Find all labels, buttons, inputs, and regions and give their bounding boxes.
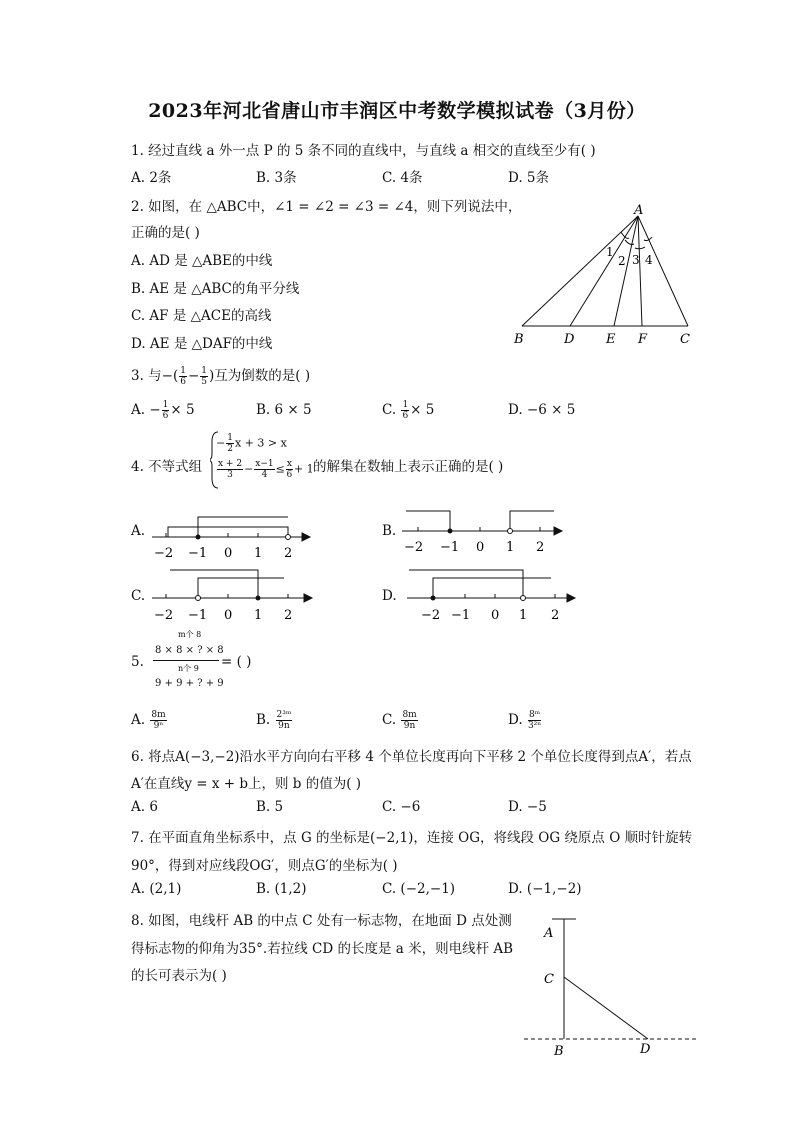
label-b: B [554, 1044, 564, 1059]
q4-inequality-1 [216, 433, 287, 454]
q2-option-c: C. AF 是 △ACE的高线 [131, 308, 272, 324]
q4-number-line-c [150, 565, 320, 630]
q4-i2-n2: x−1 [255, 459, 274, 469]
q4-i2-fraction-3 [286, 459, 293, 480]
tick-neg2: −2 [154, 608, 174, 623]
label-f: F [638, 332, 648, 347]
q3-a-sign: − [149, 402, 161, 418]
tick-1: 1 [506, 540, 515, 555]
q5-d-fraction [528, 710, 541, 731]
tick-neg2: −2 [404, 540, 424, 555]
tick-2: 2 [551, 608, 560, 623]
q3-c-label: C. [382, 402, 397, 418]
tick-0: 0 [476, 540, 485, 555]
q4-option-c-label: C. [131, 588, 146, 604]
tick-1: 1 [254, 546, 263, 561]
q5-b-num: 2³ᵐ [276, 710, 292, 720]
tick-1: 1 [519, 608, 528, 623]
q2-option-a: A. AD 是 △ABE的中线 [131, 253, 273, 269]
q4-i1-fraction [226, 433, 234, 454]
triangle-abc-figure [508, 200, 718, 350]
q5-a-label: A. [131, 712, 146, 728]
tick-0: 0 [491, 608, 500, 623]
tick-neg1: −1 [440, 540, 460, 555]
q4-i2-d2: 4 [261, 470, 268, 480]
tick-neg2: −2 [154, 546, 174, 561]
q4-i1-den: 2 [227, 444, 233, 454]
q2-stem-line1: 2. 如图，在 △ABC中，∠1 = ∠2 = ∠3 = ∠4，则下列说法中， [131, 199, 522, 215]
q4-i2-n3: x [286, 459, 292, 469]
tick-neg1: −1 [188, 608, 208, 623]
q5-c-fraction [401, 710, 417, 731]
q3-a-den: 6 [162, 411, 169, 421]
q3-a-label: A. [131, 402, 146, 418]
q3-a-num: 1 [162, 400, 169, 410]
q4-prefix: 4. 不等式组 [131, 459, 203, 475]
q5-equals: = ( ) [221, 654, 252, 670]
q1-option-b: B. 3条 [256, 170, 297, 186]
q5-d-den: 3²ⁿ [527, 721, 542, 731]
q5-option-a [131, 710, 168, 731]
q5-c-den: 9n [403, 721, 416, 731]
q3-a-fraction [162, 400, 170, 421]
q7-option-b: B. (1,2) [256, 881, 307, 897]
q4-i2-n1: x + 2 [218, 459, 243, 469]
q4-i2-rest: + 1 [293, 462, 314, 476]
q7-stem-line2: 90°，得到对应线段OG′，则点G′的坐标为( ) [131, 858, 398, 874]
q4-i2-fraction-1 [217, 459, 243, 480]
q5-b-den: 9n [278, 721, 290, 731]
q5-d-label: D. [508, 712, 523, 728]
q1-option-d: D. 5条 [508, 170, 550, 186]
q8-stem-line3: 的长可表示为( ) [131, 968, 227, 984]
q4-inequality-2 [216, 459, 314, 480]
tick-neg2: −2 [421, 608, 441, 623]
q4-i2-minus: − [244, 462, 254, 476]
q3-f2-den: 5 [201, 377, 208, 387]
q8-stem-line1: 8. 如图，电线杆 AB 的中点 C 处有一标志物，在地面 D 点处测 [131, 913, 512, 929]
q5-fraction-bar [153, 660, 219, 661]
label-c: C [544, 972, 554, 987]
q2-option-b: B. AE 是 △ABC的角平分线 [131, 281, 300, 297]
q4-number-line-a [150, 505, 320, 565]
q3-fraction-2 [200, 366, 208, 387]
q4-option-b-label: B. [382, 523, 397, 539]
q3-prefix: 3. 与−( [131, 368, 179, 384]
q5-option-c [382, 710, 419, 731]
label-c: C [680, 332, 690, 347]
tick-2: 2 [284, 608, 293, 623]
q1-option-c: C. 4条 [382, 170, 423, 186]
q6-stem-line1: 6. 将点A(−3,−2)沿水平方向向右平移 4 个单位长度再向下平移 2 个单位长度得到点A′，若点 [131, 749, 692, 765]
q2-option-d: D. AE 是 △DAF的中线 [131, 336, 273, 352]
q3-c-num: 1 [402, 400, 409, 410]
q3-option-b: B. 6 × 5 [256, 402, 312, 418]
q3-c-den: 6 [402, 411, 409, 421]
q5-b-label: B. [256, 712, 271, 728]
angle-3-label: 3 [632, 253, 640, 267]
q5-c-num: 8m [402, 710, 417, 720]
tick-2: 2 [536, 540, 545, 555]
q4-i2-d3: 6 [286, 470, 293, 480]
angle-1-label: 1 [606, 245, 614, 259]
q4-i2-fraction-2 [254, 459, 274, 480]
tick-0: 0 [224, 546, 233, 561]
angle-2-label: 2 [618, 254, 626, 268]
q3-option-a [131, 400, 195, 421]
q3-f2-num: 1 [201, 366, 208, 376]
q6-option-a: A. 6 [131, 799, 158, 815]
q6-option-d: D. −5 [508, 799, 547, 815]
utility-pole-figure [520, 905, 700, 1065]
tick-0: 0 [224, 608, 233, 623]
q6-option-b: B. 5 [256, 799, 284, 815]
q5-c-label: C. [382, 712, 397, 728]
q1-option-a: A. 2条 [131, 170, 172, 186]
label-e: E [606, 332, 616, 347]
q3-f1-den: 6 [180, 377, 186, 387]
q4-option-a-label: A. [131, 523, 146, 539]
q4-i1-num: 1 [227, 433, 233, 443]
q5-option-d [508, 710, 542, 731]
q4-option-d-label: D. [382, 588, 397, 604]
q6-option-c: C. −6 [382, 799, 421, 815]
tick-neg1: −1 [188, 546, 208, 561]
label-d: D [640, 1042, 651, 1057]
q3-option-c [382, 400, 434, 421]
q2-stem-line2: 正确的是( ) [131, 225, 200, 241]
label-a: A [544, 926, 554, 941]
q8-stem-line2: 得标志物的仰角为35°.若拉线 CD 的长度是 a 米，则电线杆 AB [131, 941, 514, 957]
q4-suffix: 的解集在数轴上表示正确的是( ) [313, 459, 504, 475]
q6-stem-line2: A′在直线y = x + b上，则 b 的值为( ) [131, 776, 362, 792]
q4-i1-sign: − [216, 436, 226, 450]
q7-option-c: C. (−2,−1) [382, 881, 456, 897]
angle-4-label: 4 [645, 253, 653, 267]
tick-1: 1 [254, 608, 263, 623]
q7-stem-line1: 7. 在平面直角坐标系中，点 G 的坐标是(−2,1)，连接 OG，将线段 OG 绕原点 O 顺时针旋转 [131, 830, 693, 846]
page-title: 2023年河北省唐山市丰润区中考数学模拟试卷（3月份） [148, 100, 646, 122]
q5-d-num: 8ᵐ [528, 710, 541, 720]
q5-a-fraction [150, 710, 166, 731]
q5-b-fraction [276, 710, 293, 731]
q1-stem: 1. 经过直线 a 外一点 P 的 5 条不同的直线中，与直线 a 相交的直线至少有( ) [131, 143, 596, 159]
q7-option-d: D. (−1,−2) [508, 881, 582, 897]
q4-number-line-b [400, 505, 570, 565]
label-a: A [634, 203, 644, 218]
q3-stem [131, 364, 310, 387]
label-d: D [564, 332, 575, 347]
q5-label: 5. [131, 654, 144, 670]
q7-option-a: A. (2,1) [131, 881, 182, 897]
q5-a-den: 9ⁿ [153, 721, 164, 731]
q5-denominator: 9 + 9 + ? + 9 [155, 678, 224, 689]
q5-a-num: 8m [151, 710, 166, 720]
q3-f1-num: 1 [180, 366, 186, 376]
tick-2: 2 [284, 546, 293, 561]
q5-top-brace: m个 8 [178, 630, 202, 639]
q3-c-fraction [401, 400, 409, 421]
q5-numerator: 8 × 8 × ? × 8 [155, 645, 224, 656]
tick-neg1: −1 [451, 608, 471, 623]
q3-option-d: D. −6 × 5 [508, 402, 576, 418]
q3-minus: − [187, 368, 200, 384]
q5-option-b [256, 710, 293, 731]
q3-fraction-1 [179, 366, 187, 387]
q4-number-line-d [405, 565, 580, 630]
q3-c-rest: × 5 [410, 402, 435, 418]
q4-i2-d1: 3 [227, 470, 233, 480]
q4-i1-rest: x + 3 > x [234, 436, 287, 450]
label-b: B [514, 332, 524, 347]
q3-a-rest: × 5 [170, 402, 195, 418]
q3-suffix: )互为倒数的是( ) [209, 368, 311, 384]
q5-bottom-brace: n个 9 [178, 664, 199, 673]
q4-i2-le: ≤ [275, 462, 285, 476]
